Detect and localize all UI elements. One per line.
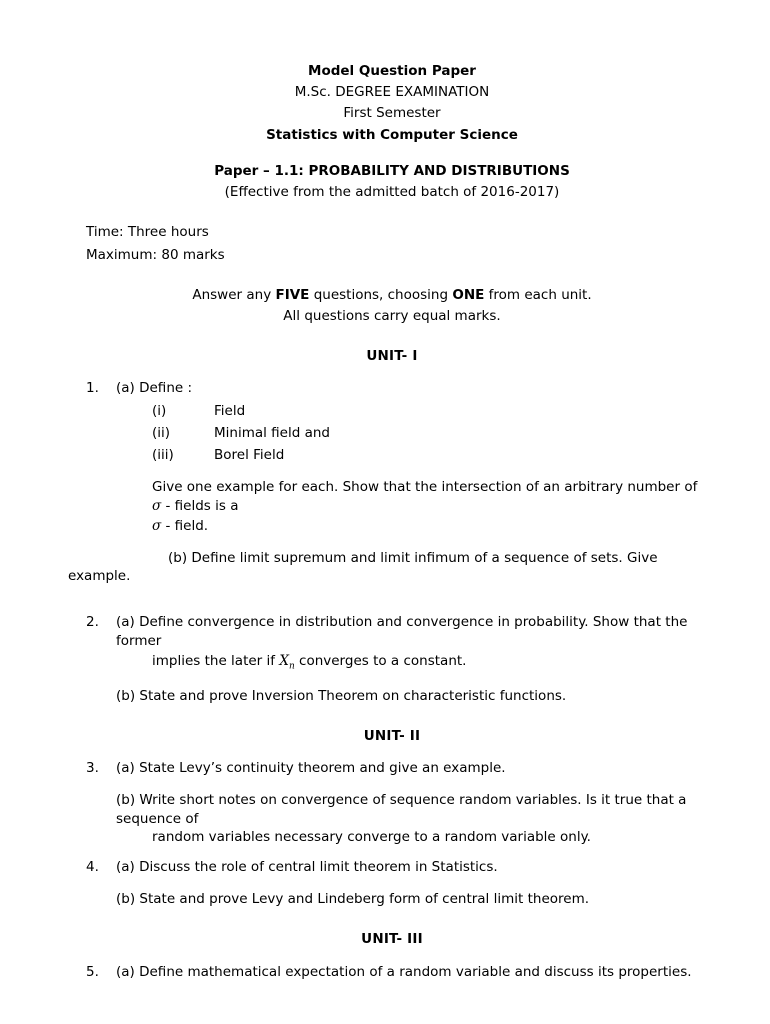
question-2a-text2	[152, 652, 698, 673]
program-name: Statistics with Computer Science	[266, 126, 518, 143]
question-1b	[168, 549, 698, 567]
subitem-text: Field	[214, 402, 246, 419]
paper-name: Paper – 1.1: PROBABILITY AND DISTRIBUTIONS	[214, 162, 570, 179]
question-3b-text2: random variables necessary converge to a random variable only.	[152, 828, 591, 845]
list-item	[152, 402, 698, 420]
question-1-number: 1.	[86, 380, 99, 397]
instruction-line-2: All questions carry equal marks.	[283, 307, 501, 324]
unit-heading-2: UNIT- II	[363, 727, 421, 744]
instr-one: ONE	[452, 286, 485, 303]
instructions-block	[86, 286, 698, 325]
question-2b-label: (b)	[116, 687, 136, 704]
subitem-text: Borel Field	[214, 447, 285, 464]
question-3a-text: State Levy’s continuity theorem and give an example.	[139, 760, 506, 777]
question-4a-text: Discuss the role of central limit theorem in Statistics.	[139, 858, 498, 875]
semester-name: First Semester	[343, 105, 441, 122]
question-1a-para2-cont: - field.	[161, 517, 209, 534]
question-1b-label: (b)	[168, 549, 188, 566]
question-2	[86, 613, 698, 704]
question-1a-para-text: Give one example for each. Show that the intersection of an arbitrary number of	[152, 479, 698, 496]
question-1	[68, 379, 698, 585]
question-3	[86, 759, 698, 846]
question-2b	[86, 687, 698, 705]
page-title: Model Question Paper	[308, 63, 476, 79]
question-1a-label: (a)	[116, 380, 135, 397]
instr-post: from each unit.	[484, 286, 592, 303]
exam-name: M.Sc. DEGREE EXAMINATION	[294, 84, 490, 101]
subitem-text: Minimal field and	[214, 424, 330, 441]
math-variable-sub: n	[288, 661, 295, 672]
question-5a-label: (a)	[116, 963, 135, 980]
question-1b-text2: example.	[68, 568, 131, 585]
question-4b	[86, 890, 698, 908]
instr-mid: questions, choosing	[309, 286, 453, 303]
question-4-number: 4.	[86, 858, 99, 875]
question-3-number: 3.	[86, 760, 99, 777]
question-2b-text: State and prove Inversion Theorem on characteristic functions.	[139, 687, 567, 704]
question-1b-text: Define limit supremum and limit infimum of a sequence of sets. Give	[191, 549, 658, 566]
question-1a-para-cont: - fields is a	[161, 497, 239, 514]
subitem-label: (i)	[152, 402, 167, 419]
exam-meta	[86, 223, 698, 263]
instruction-line-1	[86, 286, 698, 304]
list-item	[152, 446, 698, 464]
unit-heading-1: UNIT- I	[366, 348, 418, 365]
question-5a-text: Define mathematical expectation of a random variable and discuss its properties.	[139, 963, 692, 980]
instr-five: FIVE	[275, 286, 310, 303]
question-1a-para2	[152, 517, 698, 535]
question-1-subitems	[152, 402, 698, 465]
question-3b-text: Write short notes on convergence of sequence random variables. Is it true that a sequence of	[116, 792, 687, 827]
subitem-label: (iii)	[152, 447, 174, 464]
unit-heading-3: UNIT- III	[361, 931, 423, 948]
question-2a-text: Define convergence in distribution and convergence in probability. Show that the former	[116, 614, 688, 649]
effective-note: (Effective from the admitted batch of 2016-2017)	[224, 184, 560, 201]
question-2a-label: (a)	[116, 614, 135, 631]
question-4a-label: (a)	[116, 858, 135, 875]
header-block	[86, 62, 698, 201]
list-item	[152, 424, 698, 442]
question-4b-text: State and prove Levy and Lindeberg form of central limit theorem.	[139, 891, 590, 908]
question-5	[86, 963, 698, 981]
time-allowed: Time: Three hours	[86, 224, 209, 241]
math-variable-x	[279, 652, 295, 672]
question-4	[86, 858, 698, 908]
subitem-label: (ii)	[152, 424, 171, 441]
question-3a-label: (a)	[116, 760, 135, 777]
question-1a-text: Define :	[139, 380, 193, 397]
question-2a-pre: implies the later if	[152, 652, 280, 669]
question-2a-post: converges to a constant.	[294, 652, 467, 669]
sigma-symbol: σ	[152, 497, 162, 514]
question-2-number: 2.	[86, 614, 99, 631]
question-1a-para	[152, 478, 698, 514]
instr-pre: Answer any	[192, 286, 276, 303]
math-variable-base: X	[279, 652, 289, 669]
question-4b-label: (b)	[116, 891, 136, 908]
sigma-symbol: σ	[152, 517, 162, 534]
question-5-number: 5.	[86, 963, 99, 980]
question-3b-label: (b)	[116, 792, 136, 809]
question-3b	[86, 791, 698, 827]
maximum-marks: Maximum: 80 marks	[86, 246, 225, 263]
